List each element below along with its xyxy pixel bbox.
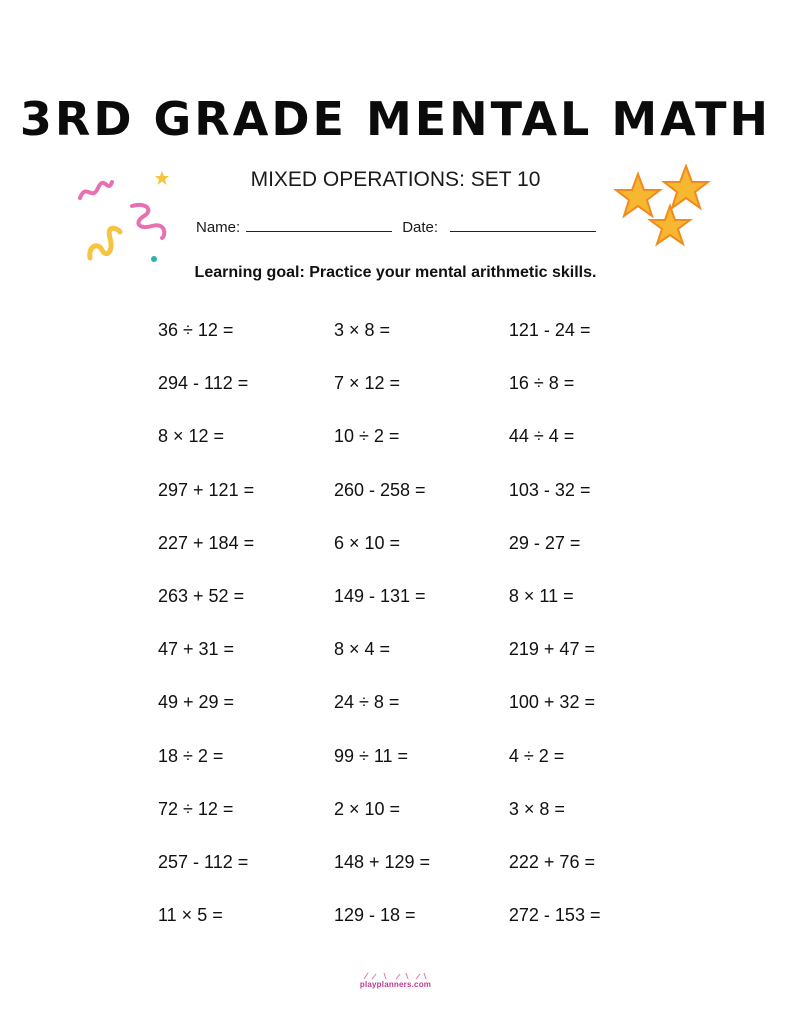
problem: 29 - 27 = [508, 532, 581, 553]
learning-goal: Learning goal: Practice your mental arithmetic skills. [194, 264, 597, 281]
problem: 2 × 10 = [333, 798, 400, 819]
problem-row [158, 479, 658, 532]
name-field[interactable] [246, 217, 392, 232]
problem: 18 ÷ 2 = [158, 745, 224, 766]
problem: 222 + 76 = [508, 851, 595, 872]
problem: 8 × 11 = [508, 585, 574, 606]
problem-row [158, 532, 658, 585]
problem: 227 + 184 = [158, 532, 255, 553]
problem: 100 + 32 = [508, 692, 595, 713]
problem: 149 - 131 = [333, 585, 426, 606]
problem: 72 ÷ 12 = [158, 798, 234, 819]
problem: 129 - 18 = [333, 905, 416, 926]
problem: 49 + 29 = [158, 692, 235, 713]
problem: 3 × 8 = [508, 798, 565, 819]
problem: 3 × 8 = [333, 320, 390, 340]
problem-row [158, 585, 658, 638]
problem-row [158, 425, 658, 478]
problem: 219 + 47 = [508, 639, 595, 660]
footer-logo-icon [356, 972, 436, 980]
problem: 121 - 24 = [508, 320, 591, 340]
problem: 263 + 52 = [158, 585, 245, 606]
footer-url[interactable]: playplanners.com [359, 980, 432, 989]
problem-row [158, 372, 658, 425]
problem: 148 + 129 = [333, 851, 431, 872]
problem-row [158, 691, 658, 744]
problem: 4 ÷ 2 = [508, 745, 565, 766]
problem: 10 ÷ 2 = [333, 426, 400, 447]
problem: 44 ÷ 4 = [508, 426, 575, 447]
problem: 6 × 10 = [333, 532, 400, 553]
problem-row [158, 798, 658, 851]
problem: 297 + 121 = [158, 479, 255, 500]
problem: 24 ÷ 8 = [333, 692, 400, 713]
name-label: Name: [196, 219, 241, 236]
problem-row [158, 745, 658, 798]
problem-grid [158, 319, 658, 957]
dot-icon [150, 255, 158, 263]
problem-row [158, 904, 658, 957]
problem-row [158, 319, 658, 372]
date-field[interactable] [450, 217, 596, 232]
squiggle-pink-icon [126, 200, 170, 242]
problem: 103 - 32 = [508, 479, 591, 500]
problem: 16 ÷ 8 = [508, 373, 575, 394]
problem: 11 × 5 = [158, 905, 223, 926]
problem: 7 × 12 = [333, 373, 400, 394]
subtitle: MIXED OPERATIONS: SET 10 [250, 168, 541, 191]
problem: 8 × 4 = [333, 639, 390, 660]
problem: 260 - 258 = [333, 479, 426, 500]
problem: 257 - 112 = [158, 851, 249, 872]
date-label: Date: [402, 219, 439, 236]
problem: 272 - 153 = [508, 905, 601, 926]
problem-row [158, 638, 658, 691]
problem: 47 + 31 = [158, 639, 235, 660]
footer [0, 972, 791, 989]
name-date-fields [196, 217, 596, 236]
page-title: 3RD GRADE MENTAL MATH [19, 92, 772, 146]
problem: 294 - 112 = [158, 373, 249, 394]
problem-row [158, 851, 658, 904]
problem: 8 × 12 = [158, 426, 225, 447]
squiggle-yellow-icon [84, 224, 124, 264]
problem: 99 ÷ 11 = [333, 745, 409, 766]
problem: 36 ÷ 12 = [158, 320, 234, 340]
